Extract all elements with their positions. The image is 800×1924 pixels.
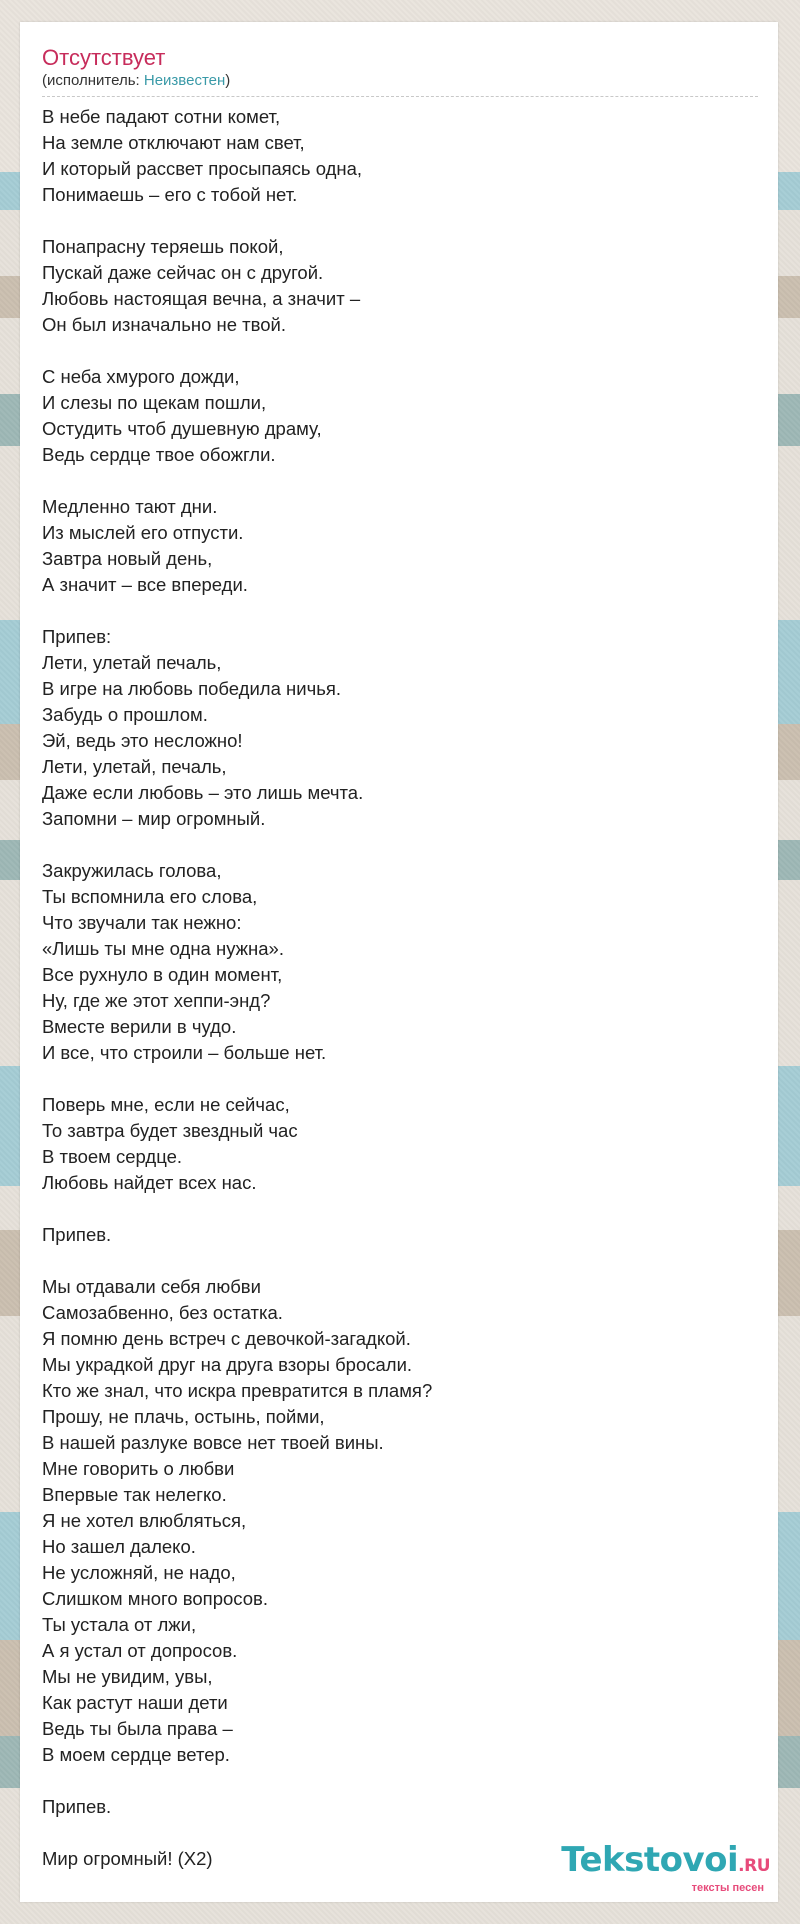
lyric-line: Понапрасну теряешь покой,: [42, 236, 284, 257]
lyrics-card: [20, 22, 778, 1902]
lyric-line: Как растут наши дети: [42, 1692, 228, 1713]
lyric-line: Ты устала от лжи,: [42, 1614, 197, 1635]
lyric-line: Ты вспомнила его слова,: [42, 886, 258, 907]
stanza-break: [42, 1066, 758, 1092]
lyric-line: Ведь сердце твое обожгли.: [42, 444, 276, 465]
song-title: Отсутствует: [42, 45, 166, 70]
lyric-line: Припев.: [42, 1796, 112, 1817]
lyric-line: Прошу, не плачь, остынь, пойми,: [42, 1406, 325, 1427]
lyric-line: Но зашел далеко.: [42, 1536, 196, 1557]
byline-prefix: (исполнитель:: [42, 72, 144, 89]
lyric-line: Пускай даже сейчас он с другой.: [42, 262, 324, 283]
lyric-line: Кто же знал, что искра превратится в пламя?: [42, 1380, 433, 1401]
lyric-line: Ведь ты была права –: [42, 1718, 233, 1739]
lyric-line: Мне говорить о любви: [42, 1458, 235, 1479]
logo-tagline: тексты песен: [691, 1882, 764, 1894]
stanza-break: [42, 598, 758, 624]
lyric-line: Завтра новый день,: [42, 548, 213, 569]
stanza-break: [42, 1768, 758, 1794]
byline-suffix: ): [225, 72, 231, 89]
song-byline: [42, 72, 758, 90]
lyric-line: Поверь мне, если не сейчас,: [42, 1094, 290, 1115]
stanza-break: [42, 468, 758, 494]
stanza-break: [42, 208, 758, 234]
stanza-break: [42, 338, 758, 364]
lyric-line: Мы отдавали себя любви: [42, 1276, 261, 1297]
lyric-line: Ну, где же этот хеппи-энд?: [42, 990, 271, 1011]
lyric-line: Припев.: [42, 1224, 112, 1245]
lyric-line: Понимаешь – его с тобой нет.: [42, 184, 298, 205]
lyric-line: Я не хотел влюбляться,: [42, 1510, 247, 1531]
lyric-line: Вместе верили в чудо.: [42, 1016, 237, 1037]
lyric-line: Любовь найдет всех нас.: [42, 1172, 257, 1193]
lyric-line: Остудить чтоб душевную драму,: [42, 418, 322, 439]
stanza-break: [42, 832, 758, 858]
lyric-line: В твоем сердце.: [42, 1146, 183, 1167]
lyric-line: Любовь настоящая вечна, а значит –: [42, 288, 361, 309]
lyric-line: В моем сердце ветер.: [42, 1744, 230, 1765]
lyric-line: Слишком много вопросов.: [42, 1588, 268, 1609]
logo-tld: .RU: [738, 1856, 770, 1876]
lyric-line: А значит – все впереди.: [42, 574, 248, 595]
lyric-line: Все рухнуло в один момент,: [42, 964, 283, 985]
lyric-line: Он был изначально не твой.: [42, 314, 286, 335]
lyric-line: То завтра будет звездный час: [42, 1120, 298, 1141]
lyric-line: Не усложняй, не надо,: [42, 1562, 236, 1583]
lyric-line: И который рассвет просыпаясь одна,: [42, 158, 363, 179]
lyric-line: На земле отключают нам свет,: [42, 132, 305, 153]
lyric-line: Что звучали так нежно:: [42, 912, 242, 933]
artist-link[interactable]: Неизвестен: [143, 72, 226, 89]
lyric-line: В нашей разлуке вовсе нет твоей вины.: [42, 1432, 384, 1453]
lyric-line: Мир огромный! (X2): [42, 1848, 213, 1869]
lyric-line: И все, что строили – больше нет.: [42, 1042, 327, 1063]
stanza-break: [42, 1248, 758, 1274]
lyric-line: «Лишь ты мне одна нужна».: [42, 938, 284, 959]
stanza-break: [42, 1196, 758, 1222]
lyric-line: Припев:: [42, 626, 112, 647]
lyric-line: Даже если любовь – это лишь мечта.: [42, 782, 364, 803]
lyric-line: Мы украдкой друг на друга взоры бросали.: [42, 1354, 413, 1375]
logo-wordmark: [550, 1842, 770, 1884]
lyric-line: В игре на любовь победила ничья.: [42, 678, 341, 699]
lyric-line: Закружилась голова,: [42, 860, 222, 881]
lyric-line: А я устал от допросов.: [42, 1640, 238, 1661]
lyric-line: В небе падают сотни комет,: [42, 106, 281, 127]
lyrics-text: [42, 104, 758, 1872]
song-header: [42, 44, 758, 97]
lyric-line: Я помню день встреч с девочкой-загадкой.: [42, 1328, 411, 1349]
lyric-line: Впервые так нелегко.: [42, 1484, 227, 1505]
lyric-line: Забудь о прошлом.: [42, 704, 208, 725]
lyric-line: Лети, улетай, печаль,: [42, 756, 227, 777]
lyric-line: С неба хмурого дожди,: [42, 366, 240, 387]
lyric-line: Мы не увидим, увы,: [42, 1666, 213, 1687]
lyric-line: Лети, улетай печаль,: [42, 652, 222, 673]
lyric-line: Из мыслей его отпусти.: [42, 522, 244, 543]
lyric-line: Запомни – мир огромный.: [42, 808, 266, 829]
lyric-line: И слезы по щекам пошли,: [42, 392, 267, 413]
lyric-line: Медленно тают дни.: [42, 496, 218, 517]
lyric-line: Самозабвенно, без остатка.: [42, 1302, 283, 1323]
site-logo[interactable]: [550, 1842, 770, 1894]
lyric-line: Эй, ведь это несложно!: [42, 730, 243, 751]
logo-name: Tekstovoi: [561, 1840, 739, 1880]
